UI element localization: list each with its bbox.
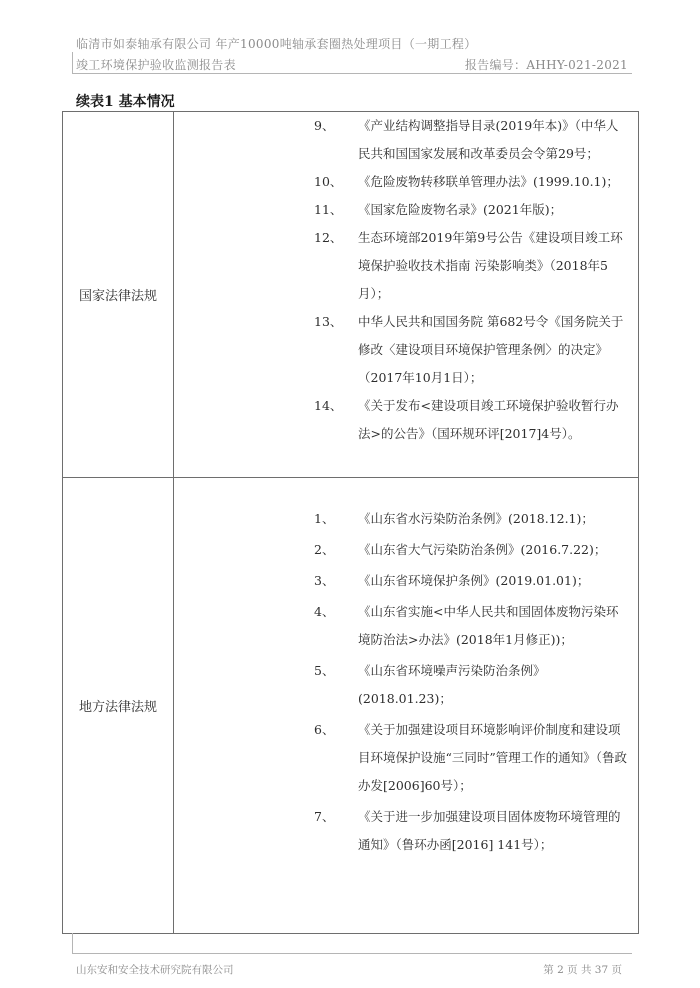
footer-divider (72, 953, 632, 954)
list-item: 14、 《关于发布<建设项目竣工环境保护验收暂行办法>的公告》（国环规环评[2017]4号）。 (314, 398, 619, 441)
list-item: 11、 《国家危险废物名录》(2021年版)； (314, 202, 563, 217)
list-item: 4、 《山东省实施<中华人民共和国固体废物污染环境防治法>办法》(2018年1月修正))； (314, 604, 619, 647)
table-row (63, 112, 639, 478)
header-divider (72, 73, 632, 74)
list-item: 6、 《关于加强建设项目环境影响评价制度和建设项目环境保护设施“三同时”管理工作的通知》（鲁政办发[2006]60号）； (314, 722, 628, 793)
basic-info-table (62, 111, 639, 934)
list-item: 9、 《产业结构调整指导目录(2019年本)》（中华人民共和国国家发展和改革委员会令第29号； (314, 118, 619, 161)
section-content-local (174, 478, 639, 934)
list-item: 12、 生态环境部2019年第9号公告《建设项目竣工环境保护验收技术指南 污染影响类》（2018年5月）； (314, 230, 623, 301)
footer-left-border (72, 933, 73, 954)
list-item: 7、 《关于进一步加强建设项目固体废物环境管理的通知》（鲁环办函[2016] 141号）； (314, 809, 621, 852)
list-item: 10、 《危险废物转移联单管理办法》(1999.10.1)； (314, 174, 619, 189)
list-item: 5、 《山东省环境噪声污染防治条例》 (2018.01.23)； (314, 663, 546, 706)
header-report-number: 报告编号：AHHY-021-2021 (464, 58, 628, 72)
header-project-line: 临清市如泰轴承有限公司 年产10000吨轴承套圈热处理项目（一期工程） (76, 37, 477, 51)
header-left-border (72, 52, 73, 74)
list-item: 13、 中华人民共和国国务院 第682号令《国务院关于修改〈建设项目环境保护管理条例〉的决定》（2017年10月1日）； (314, 314, 624, 385)
section-content-national (174, 112, 639, 478)
section-label-local: 地方法律法规 (63, 478, 174, 934)
section-label-national: 国家法律法规 (63, 112, 174, 478)
footer-organization: 山东安和安全技术研究院有限公司 (76, 964, 234, 976)
list-item: 3、 《山东省环境保护条例》(2019.01.01)； (314, 573, 590, 588)
list-item: 2、 《山东省大气污染防治条例》(2016.7.22)； (314, 542, 607, 557)
table-title: 续表1 基本情况 (76, 94, 175, 110)
list-item: 1、 《山东省水污染防治条例》(2018.12.1)； (314, 511, 594, 526)
header-report-type: 竣工环境保护验收监测报告表 (76, 58, 236, 72)
header-report-line (76, 56, 628, 73)
table-row (63, 478, 639, 934)
page-number: 第 2 页 共 37 页 (543, 964, 622, 976)
